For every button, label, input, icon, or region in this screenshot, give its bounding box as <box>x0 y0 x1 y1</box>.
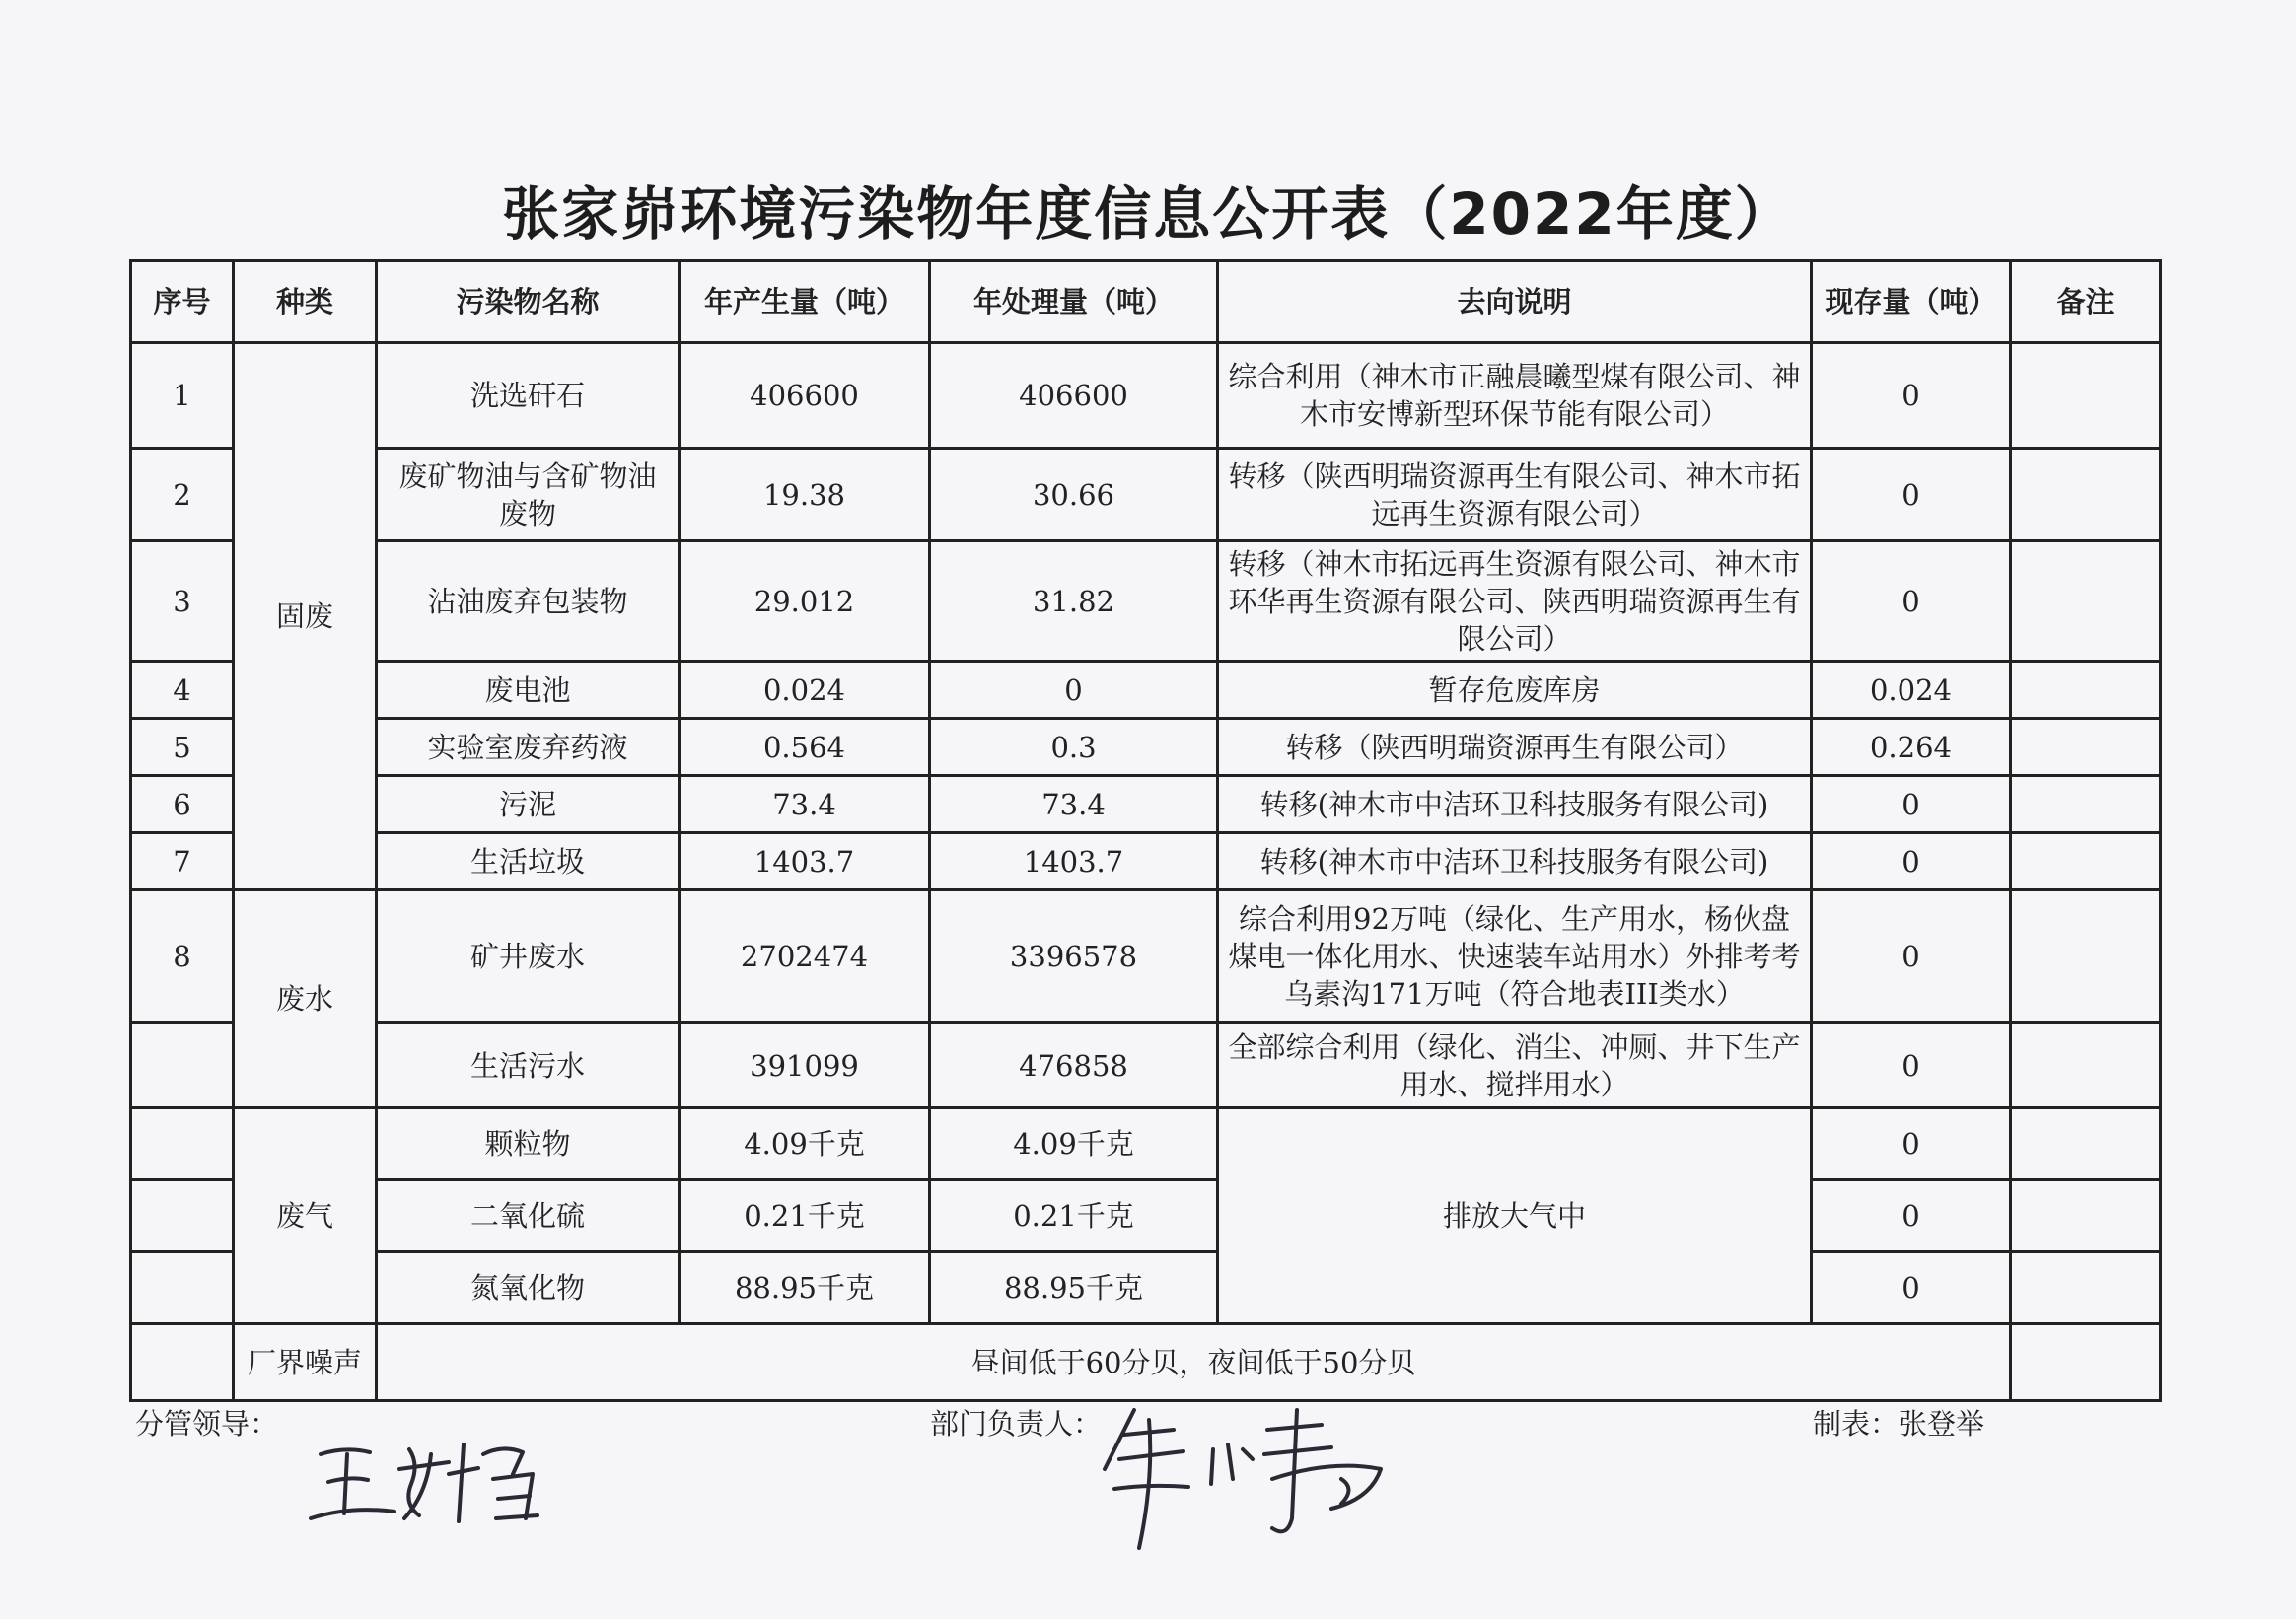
cell-remark <box>2011 449 2161 541</box>
header-remark: 备注 <box>2011 261 2161 343</box>
table-row <box>131 541 2161 662</box>
cell-treated: 406600 <box>930 343 1218 449</box>
cell-treated: 0.3 <box>930 719 1218 776</box>
cell-remark <box>2011 662 2161 719</box>
cell-index: 7 <box>131 833 234 890</box>
cell-destination: 转移(神木市中洁环卫科技服务有限公司) <box>1218 776 1812 833</box>
cell-destination: 综合利用（神木市正融晨曦型煤有限公司、神木市安博新型环保节能有限公司） <box>1218 343 1812 449</box>
leader-label: 分管领导： <box>135 1407 279 1441</box>
cell-remark <box>2011 1252 2161 1324</box>
category-water: 废水 <box>234 890 377 1108</box>
cell-index <box>131 1252 234 1324</box>
cell-remark <box>2011 776 2161 833</box>
table-row <box>131 343 2161 449</box>
cell-index <box>131 1324 234 1401</box>
category-gas: 废气 <box>234 1108 377 1324</box>
header-category: 种类 <box>234 261 377 343</box>
cell-name: 洗选矸石 <box>377 343 680 449</box>
cell-stock: 0 <box>1812 1108 2011 1180</box>
pollutant-table <box>129 259 2162 1402</box>
cell-remark <box>2011 1324 2161 1401</box>
cell-produced: 1403.7 <box>680 833 930 890</box>
header-stock: 现存量（吨） <box>1812 261 2011 343</box>
category-noise: 厂界噪声 <box>234 1324 377 1401</box>
cell-produced: 2702474 <box>680 890 930 1023</box>
cell-treated: 88.95千克 <box>930 1252 1218 1324</box>
cell-produced: 4.09千克 <box>680 1108 930 1180</box>
cell-stock: 0.264 <box>1812 719 2011 776</box>
cell-name: 生活污水 <box>377 1023 680 1108</box>
cell-produced: 391099 <box>680 1023 930 1108</box>
table-row <box>131 1108 2161 1180</box>
cell-name: 沾油废弃包装物 <box>377 541 680 662</box>
cell-stock: 0 <box>1812 449 2011 541</box>
cell-treated: 73.4 <box>930 776 1218 833</box>
cell-name: 氮氧化物 <box>377 1252 680 1324</box>
cell-produced: 88.95千克 <box>680 1252 930 1324</box>
cell-index: 5 <box>131 719 234 776</box>
cell-produced: 406600 <box>680 343 930 449</box>
cell-name: 实验室废弃药液 <box>377 719 680 776</box>
cell-treated: 476858 <box>930 1023 1218 1108</box>
header-name: 污染物名称 <box>377 261 680 343</box>
cell-destination-gas: 排放大气中 <box>1218 1108 1812 1324</box>
cell-treated: 3396578 <box>930 890 1218 1023</box>
cell-stock: 0 <box>1812 833 2011 890</box>
cell-name: 废电池 <box>377 662 680 719</box>
table-row <box>131 890 2161 1023</box>
cell-index: 6 <box>131 776 234 833</box>
cell-produced: 73.4 <box>680 776 930 833</box>
cell-treated: 0 <box>930 662 1218 719</box>
cell-name: 生活垃圾 <box>377 833 680 890</box>
cell-treated: 31.82 <box>930 541 1218 662</box>
cell-treated: 1403.7 <box>930 833 1218 890</box>
cell-produced: 19.38 <box>680 449 930 541</box>
cell-remark <box>2011 833 2161 890</box>
cell-produced: 0.21千克 <box>680 1180 930 1252</box>
cell-stock: 0 <box>1812 343 2011 449</box>
cell-stock: 0.024 <box>1812 662 2011 719</box>
table-row <box>131 449 2161 541</box>
cell-name: 二氧化硫 <box>377 1180 680 1252</box>
cell-remark <box>2011 1023 2161 1108</box>
header-destination: 去向说明 <box>1218 261 1812 343</box>
cell-destination: 转移(神木市中洁环卫科技服务有限公司) <box>1218 833 1812 890</box>
table-row <box>131 1023 2161 1108</box>
cell-produced: 29.012 <box>680 541 930 662</box>
category-solid: 固废 <box>234 343 377 890</box>
dept-head-signature <box>1095 1390 1391 1558</box>
cell-stock: 0 <box>1812 1023 2011 1108</box>
cell-remark <box>2011 541 2161 662</box>
cell-treated: 0.21千克 <box>930 1180 1218 1252</box>
cell-remark <box>2011 719 2161 776</box>
table-row <box>131 776 2161 833</box>
cell-name: 矿井废水 <box>377 890 680 1023</box>
cell-destination: 全部综合利用（绿化、消尘、冲厕、井下生产用水、搅拌用水） <box>1218 1023 1812 1108</box>
cell-remark <box>2011 890 2161 1023</box>
table-row <box>131 662 2161 719</box>
cell-destination: 综合利用92万吨（绿化、生产用水，杨伙盘煤电一体化用水、快速装车站用水）外排考考乌素沟171万吨（符合地表III类水） <box>1218 890 1812 1023</box>
header-index: 序号 <box>131 261 234 343</box>
cell-name: 废矿物油与含矿物油废物 <box>377 449 680 541</box>
cell-destination: 转移（陕西明瑞资源再生有限公司、神木市拓远再生资源有限公司） <box>1218 449 1812 541</box>
cell-remark <box>2011 1180 2161 1252</box>
header-produced: 年产生量（吨） <box>680 261 930 343</box>
cell-stock: 0 <box>1812 776 2011 833</box>
cell-treated: 30.66 <box>930 449 1218 541</box>
dept-head-label: 部门负责人： <box>930 1407 1103 1441</box>
cell-name: 污泥 <box>377 776 680 833</box>
table-header-row <box>131 261 2161 343</box>
cell-destination: 暂存危废库房 <box>1218 662 1812 719</box>
cell-destination: 转移（神木市拓远再生资源有限公司、神木市环华再生资源有限公司、陕西明瑞资源再生有限公司） <box>1218 541 1812 662</box>
cell-produced: 0.024 <box>680 662 930 719</box>
table-row <box>131 1180 2161 1252</box>
noise-row <box>131 1324 2161 1401</box>
cell-treated: 4.09千克 <box>930 1108 1218 1180</box>
cell-remark <box>2011 343 2161 449</box>
header-treated: 年处理量（吨） <box>930 261 1218 343</box>
page-title: 张家峁环境污染物年度信息公开表（2022年度） <box>502 180 1794 247</box>
cell-name: 颗粒物 <box>377 1108 680 1180</box>
cell-index <box>131 1180 234 1252</box>
cell-stock: 0 <box>1812 890 2011 1023</box>
cell-index <box>131 1108 234 1180</box>
cell-index <box>131 1023 234 1108</box>
cell-index: 1 <box>131 343 234 449</box>
noise-value: 昼间低于60分贝，夜间低于50分贝 <box>377 1324 2011 1401</box>
cell-produced: 0.564 <box>680 719 930 776</box>
cell-remark <box>2011 1108 2161 1180</box>
leader-signature <box>301 1425 557 1533</box>
cell-index: 2 <box>131 449 234 541</box>
cell-destination: 转移（陕西明瑞资源再生有限公司） <box>1218 719 1812 776</box>
table-row <box>131 1252 2161 1324</box>
cell-stock: 0 <box>1812 541 2011 662</box>
cell-index: 8 <box>131 890 234 1023</box>
cell-stock: 0 <box>1812 1180 2011 1252</box>
table-row <box>131 833 2161 890</box>
cell-index: 4 <box>131 662 234 719</box>
cell-index: 3 <box>131 541 234 662</box>
cell-stock: 0 <box>1812 1252 2011 1324</box>
maker-label: 制表：张登举 <box>1813 1407 1985 1441</box>
table-row <box>131 719 2161 776</box>
